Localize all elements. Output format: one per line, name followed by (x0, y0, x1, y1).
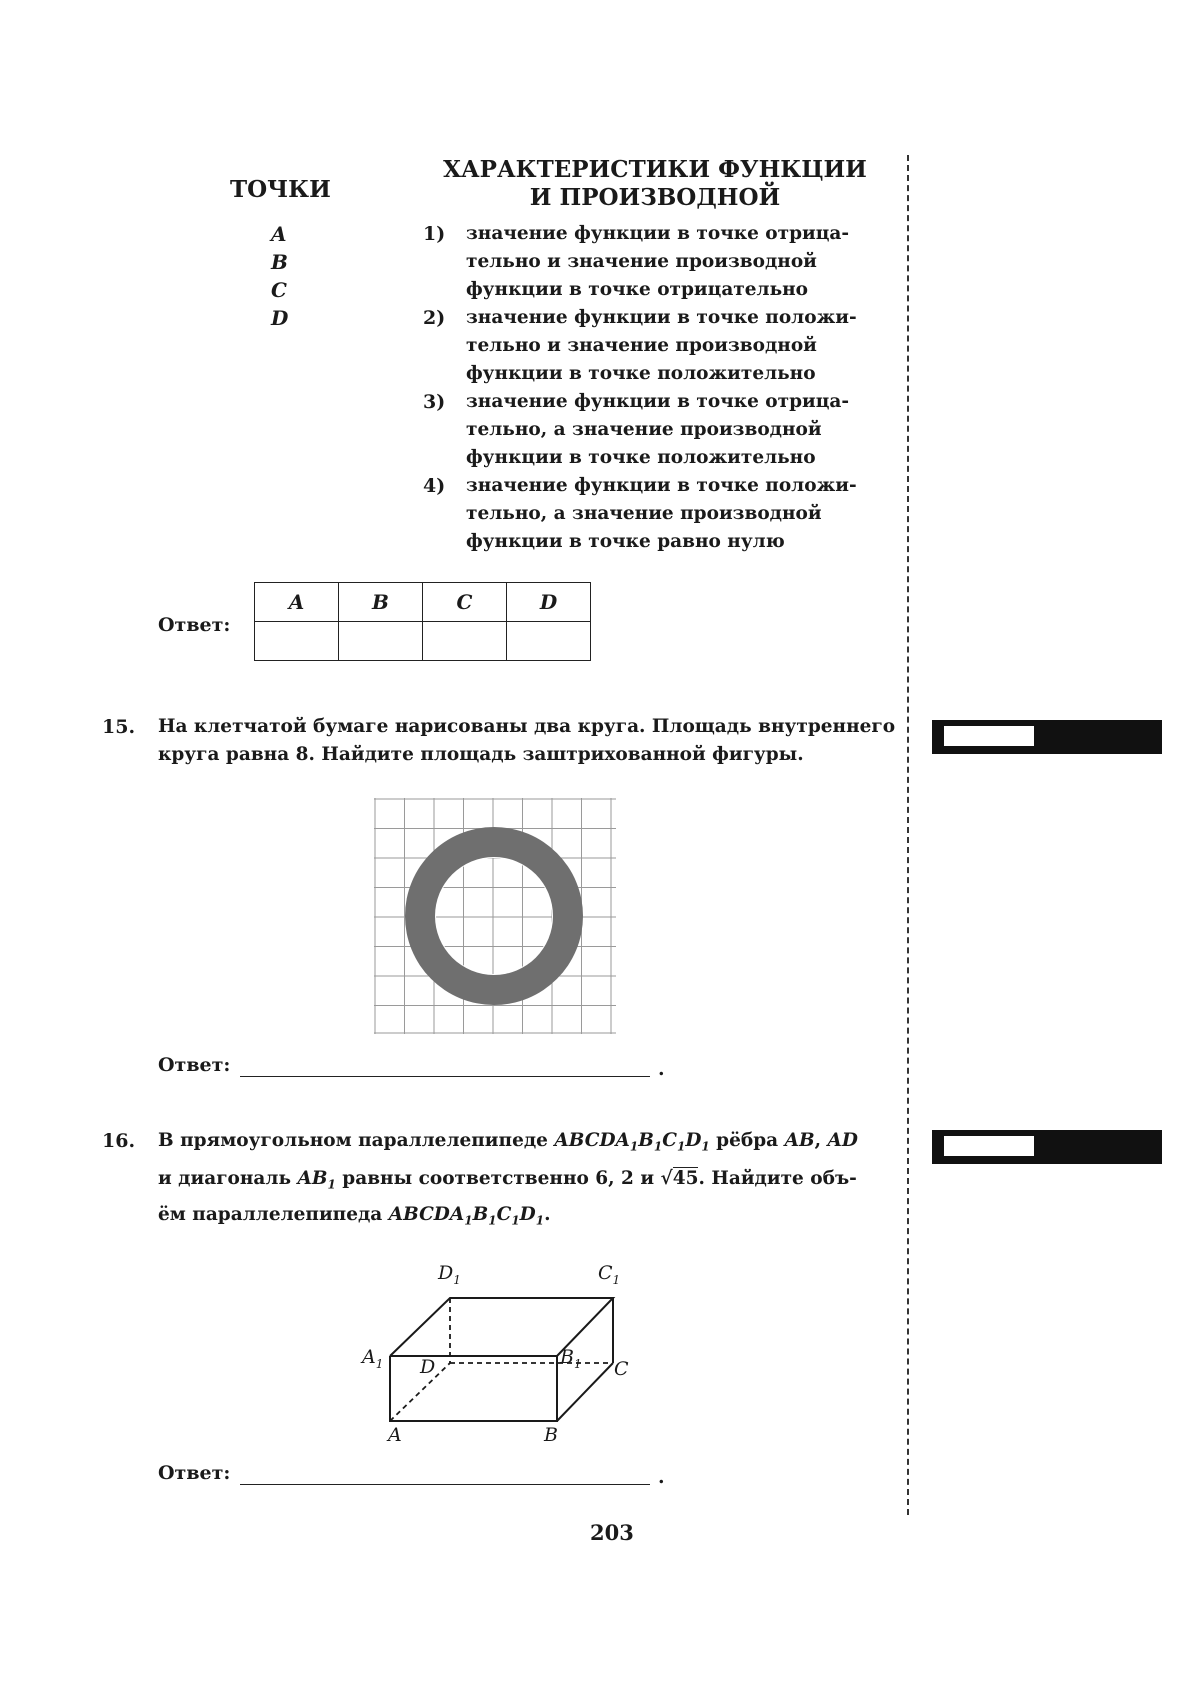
option-2-num: 2) (423, 307, 446, 329)
page-number: 203 (590, 1520, 634, 1545)
answer-marker-16-box (944, 1136, 1034, 1156)
task15-number: 15. (102, 716, 136, 738)
task16-line1-b: рёбра (716, 1130, 779, 1151)
task16-text-line3: ём параллелепипеда $ABCDA_1B_1C_1D_1$. (158, 1204, 551, 1228)
point-c: C (271, 278, 287, 302)
grid-circles-figure (374, 798, 616, 1034)
answer-marker-16 (932, 1130, 1162, 1164)
label-c: C (614, 1358, 629, 1380)
answer-marker-15-box (944, 726, 1034, 746)
task16-answer-line[interactable] (240, 1484, 650, 1485)
option-4-line3: функции в точке равно нулю (466, 531, 785, 552)
point-b: B (271, 250, 288, 274)
option-2-line3: функции в точке положительно (466, 363, 816, 384)
label-b: B (544, 1424, 558, 1446)
task16-line1-a: В прямоугольном параллелепипеде (158, 1130, 548, 1151)
task15-answer-dot: . (658, 1058, 665, 1080)
point-a: A (271, 222, 287, 246)
point-d: D (271, 306, 289, 330)
task16-line2-a: и диагональ (158, 1168, 292, 1189)
option-2-line2: тельно и значение производной (466, 335, 817, 356)
characteristics-header-line1: ХАРАКТЕРИСТИКИ ФУНКЦИИ (443, 156, 867, 183)
option-2-line1: значение функции в точке положи- (466, 307, 857, 328)
label-c1: $C_1$ (598, 1262, 621, 1287)
task16-answer-dot: . (658, 1466, 665, 1488)
task16-line2-b: $AB_1$ (297, 1168, 336, 1192)
option-3-line3: функции в точке положительно (466, 447, 816, 468)
option-1-line2: тельно и значение производной (466, 251, 817, 272)
points-header: ТОЧКИ (230, 176, 331, 203)
task16-text-line2 (158, 1165, 857, 1199)
label-d: D (420, 1356, 436, 1378)
label-d1: $D_1$ (438, 1262, 461, 1287)
answer-header-c: C (423, 583, 507, 622)
task16-line3-a: ём параллелепипеда (158, 1204, 383, 1225)
inner-circle (435, 857, 553, 975)
answer-header-d: D (507, 583, 591, 622)
label-a: A (388, 1424, 402, 1446)
answer-header-a: A (255, 583, 339, 622)
option-3-line2: тельно, а значение производной (466, 419, 822, 440)
characteristics-header-line2: И ПРОИЗВОДНОЙ (529, 184, 781, 211)
answer-header-b: B (339, 583, 423, 622)
answer-cell-d[interactable] (507, 622, 591, 661)
answer-cell-b[interactable] (339, 622, 423, 661)
cut-line (907, 155, 909, 1515)
sqrt-symbol: √45 (660, 1168, 699, 1189)
task16-figure-name-2: $ABCDA_1B_1C_1D_1$ (388, 1204, 545, 1228)
option-4-num: 4) (423, 475, 446, 497)
option-1-line1: значение функции в точке отрица- (466, 223, 850, 244)
task16-line2-c: равны соответственно 6, 2 и (342, 1168, 655, 1189)
answer-marker-15 (932, 720, 1162, 754)
option-1-line3: функции в точке отрицательно (466, 279, 809, 300)
answer-cell-c[interactable] (423, 622, 507, 661)
option-1-num: 1) (423, 223, 446, 245)
label-b1: $B_1$ (560, 1346, 582, 1371)
task16-line1-c: AB (784, 1130, 815, 1151)
task16-text-line1: В прямоугольном параллелепипеде $ABCDA_1B_1C_1D_1$ рёбра AB, AD (158, 1130, 858, 1154)
task16-line1-d: AD (827, 1130, 858, 1151)
edge-b-c (557, 1363, 613, 1421)
task14-answer-label: Ответ: (158, 614, 231, 636)
task16-figure-name-1: $ABCDA_1B_1C_1D_1$ (554, 1130, 710, 1154)
answer-cell-a[interactable] (255, 622, 339, 661)
front-face (390, 1356, 557, 1421)
task15-text-line1: На клетчатой бумаге нарисованы два круга. Площадь внутреннего (158, 716, 896, 737)
task14-answer-table (254, 582, 591, 661)
task15-text-line2: круга равна 8. Найдите площадь заштрихованной фигуры. (158, 744, 804, 765)
task16-answer-label: Ответ: (158, 1462, 231, 1484)
option-4-line2: тельно, а значение производной (466, 503, 822, 524)
task16-number: 16. (102, 1130, 136, 1152)
task15-answer-line[interactable] (240, 1076, 650, 1077)
task15-answer-label: Ответ: (158, 1054, 231, 1076)
label-a1: $A_1$ (362, 1346, 384, 1371)
option-4-line1: значение функции в точке положи- (466, 475, 857, 496)
task16-line2-e: . Найдите объ- (698, 1168, 857, 1189)
option-3-num: 3) (423, 391, 446, 413)
option-3-line1: значение функции в точке отрица- (466, 391, 850, 412)
